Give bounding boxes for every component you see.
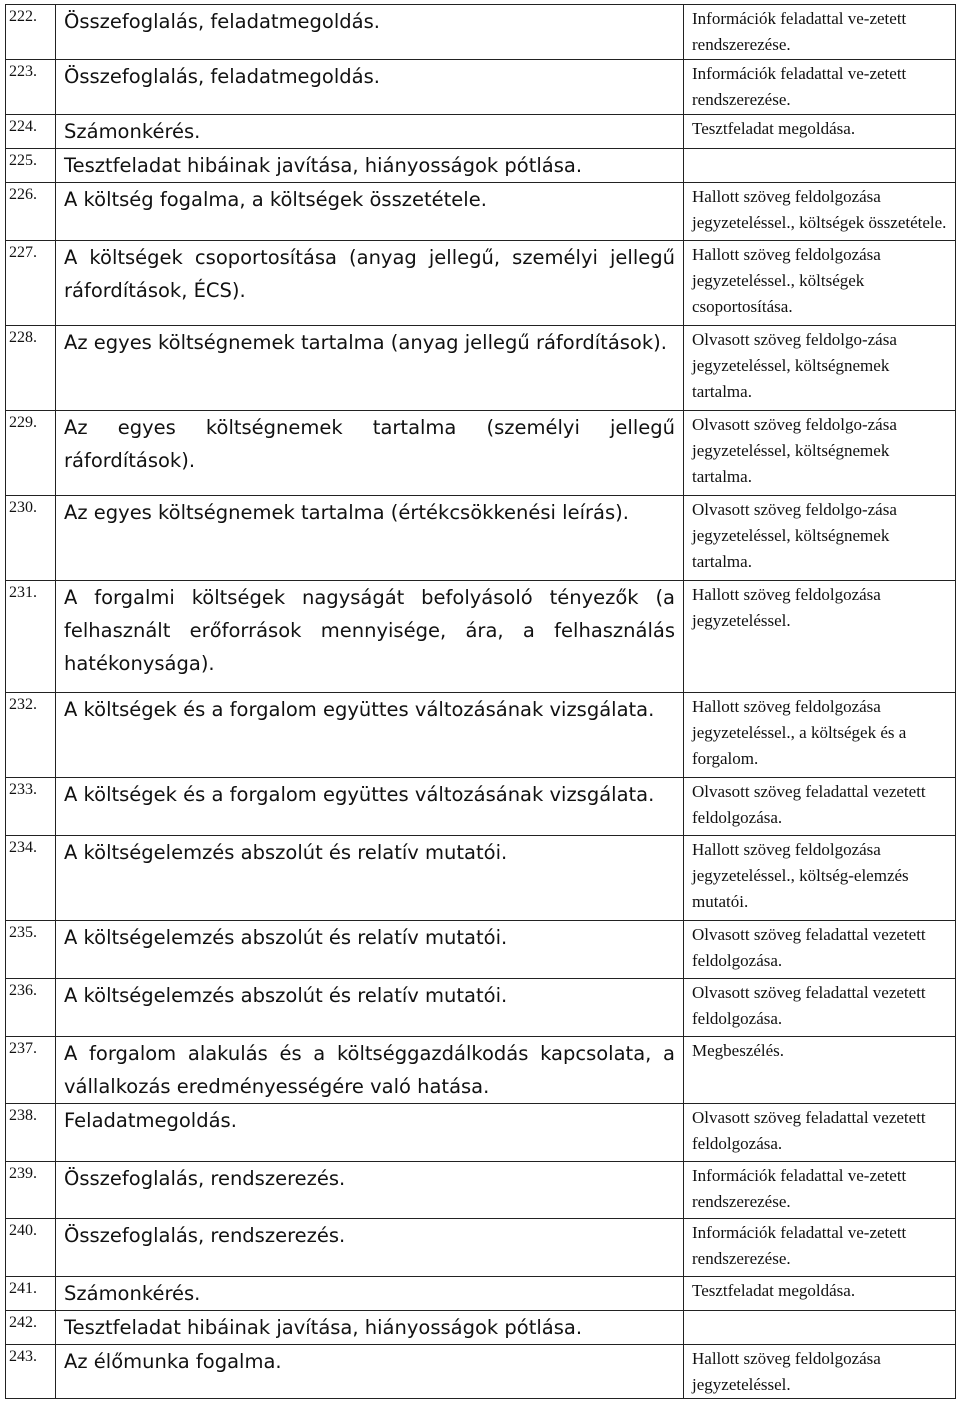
lesson-number: 232. — [6, 693, 56, 778]
lesson-number: 230. — [6, 496, 56, 581]
lesson-topic: Az egyes költségnemek tartalma (anyag jellegű ráfordítások). — [56, 326, 684, 411]
lesson-number: 224. — [6, 115, 56, 149]
lesson-number: 235. — [6, 921, 56, 979]
lesson-topic: Feladatmegoldás. — [56, 1104, 684, 1162]
lesson-number: 234. — [6, 836, 56, 921]
table-row — [6, 1311, 956, 1345]
lesson-topic: A forgalmi költségek nagyságát befolyásoló tényezők (a felhasznált erőforrások mennyisége, ára, a felhasználás hatékonysága). — [56, 581, 684, 693]
lesson-method: Olvasott szöveg feladattal vezetett feldolgozása. — [684, 921, 956, 979]
lesson-topic: A költségelemzés abszolút és relatív mutatói. — [56, 836, 684, 921]
table-row — [6, 778, 956, 836]
lesson-topic: Tesztfeladat hibáinak javítása, hiányosságok pótlása. — [56, 149, 684, 183]
lesson-method: Olvasott szöveg feladattal vezetett feldolgozása. — [684, 1104, 956, 1162]
lesson-topic: Az élőmunka fogalma. — [56, 1345, 684, 1399]
lesson-number: 223. — [6, 60, 56, 115]
table-row — [6, 921, 956, 979]
lesson-number: 233. — [6, 778, 56, 836]
table-row — [6, 1037, 956, 1104]
lesson-topic: A forgalom alakulás és a költséggazdálkodás kapcsolata, a vállalkozás eredményességére való hatása. — [56, 1037, 684, 1104]
lesson-method: Hallott szöveg feldolgozása jegyzeteléssel., költségek összetétele. — [684, 183, 956, 241]
lesson-topic: Összefoglalás, rendszerezés. — [56, 1219, 684, 1277]
lesson-method: Hallott szöveg feldolgozása jegyzeteléssel. — [684, 581, 956, 693]
lesson-topic: Az egyes költségnemek tartalma (személyi jellegű ráfordítások). — [56, 411, 684, 496]
table-row — [6, 411, 956, 496]
lesson-method: Információk feladattal ve-zetett rendszerezése. — [684, 1162, 956, 1219]
lesson-method: Információk feladattal ve-zetett rendszerezése. — [684, 1219, 956, 1277]
lesson-topic: A költségek csoportosítása (anyag jellegű, személyi jellegű ráfordítások, ÉCS). — [56, 241, 684, 326]
table-row — [6, 1162, 956, 1219]
lesson-number: 239. — [6, 1162, 56, 1219]
lesson-method: Információk feladattal ve-zetett rendszerezése. — [684, 5, 956, 60]
table-row — [6, 115, 956, 149]
lesson-method: Hallott szöveg feldolgozása jegyzeteléssel., a költségek és a forgalom. — [684, 693, 956, 778]
lesson-method — [684, 149, 956, 183]
lesson-topic: A költségek és a forgalom együttes változásának vizsgálata. — [56, 778, 684, 836]
lesson-topic: Összefoglalás, feladatmegoldás. — [56, 5, 684, 60]
lesson-method: Hallott szöveg feldolgozása jegyzeteléssel. — [684, 1345, 956, 1399]
lesson-number: 231. — [6, 581, 56, 693]
lesson-number: 225. — [6, 149, 56, 183]
table-row — [6, 1277, 956, 1311]
lesson-number: 228. — [6, 326, 56, 411]
table-row — [6, 979, 956, 1037]
table-row — [6, 326, 956, 411]
lesson-method: Olvasott szöveg feldolgo-zása jegyzeteléssel, költségnemek tartalma. — [684, 326, 956, 411]
lesson-topic: A költségelemzés abszolút és relatív mutatói. — [56, 979, 684, 1037]
table-row — [6, 1219, 956, 1277]
table-row — [6, 5, 956, 60]
table-row — [6, 693, 956, 778]
table-row — [6, 836, 956, 921]
lesson-number: 238. — [6, 1104, 56, 1162]
lesson-number: 241. — [6, 1277, 56, 1311]
lesson-topic: Összefoglalás, rendszerezés. — [56, 1162, 684, 1219]
lesson-number: 243. — [6, 1345, 56, 1399]
table-row — [6, 183, 956, 241]
lesson-number: 242. — [6, 1311, 56, 1345]
lesson-topic: Számonkérés. — [56, 1277, 684, 1311]
lesson-method: Olvasott szöveg feladattal vezetett feldolgozása. — [684, 778, 956, 836]
lesson-method: Megbeszélés. — [684, 1037, 956, 1104]
lesson-topic: Tesztfeladat hibáinak javítása, hiányosságok pótlása. — [56, 1311, 684, 1345]
lesson-topic: Az egyes költségnemek tartalma (értékcsökkenési leírás). — [56, 496, 684, 581]
lesson-topic: A költségek és a forgalom együttes változásának vizsgálata. — [56, 693, 684, 778]
lesson-method: Olvasott szöveg feladattal vezetett feldolgozása. — [684, 979, 956, 1037]
lesson-method: Hallott szöveg feldolgozása jegyzeteléssel., költség-elemzés mutatói. — [684, 836, 956, 921]
lesson-method: Tesztfeladat megoldása. — [684, 115, 956, 149]
table-row — [6, 149, 956, 183]
table-row — [6, 241, 956, 326]
lesson-rows — [6, 5, 956, 1399]
lesson-number: 227. — [6, 241, 56, 326]
table-row — [6, 60, 956, 115]
lesson-method: Hallott szöveg feldolgozása jegyzeteléssel., költségek csoportosítása. — [684, 241, 956, 326]
lesson-plan-table — [5, 4, 956, 1399]
lesson-method: Olvasott szöveg feldolgo-zása jegyzeteléssel, költségnemek tartalma. — [684, 496, 956, 581]
lesson-method: Tesztfeladat megoldása. — [684, 1277, 956, 1311]
lesson-topic: A költség fogalma, a költségek összetétele. — [56, 183, 684, 241]
table-row — [6, 1104, 956, 1162]
lesson-number: 222. — [6, 5, 56, 60]
lesson-number: 229. — [6, 411, 56, 496]
table-row — [6, 581, 956, 693]
lesson-method — [684, 1311, 956, 1345]
lesson-method: Olvasott szöveg feldolgo-zása jegyzeteléssel, költségnemek tartalma. — [684, 411, 956, 496]
lesson-number: 236. — [6, 979, 56, 1037]
lesson-topic: Összefoglalás, feladatmegoldás. — [56, 60, 684, 115]
lesson-topic: Számonkérés. — [56, 115, 684, 149]
lesson-method: Információk feladattal ve-zetett rendszerezése. — [684, 60, 956, 115]
lesson-topic: A költségelemzés abszolút és relatív mutatói. — [56, 921, 684, 979]
table-row — [6, 1345, 956, 1399]
lesson-number: 240. — [6, 1219, 56, 1277]
lesson-number: 226. — [6, 183, 56, 241]
table-row — [6, 496, 956, 581]
lesson-number: 237. — [6, 1037, 56, 1104]
